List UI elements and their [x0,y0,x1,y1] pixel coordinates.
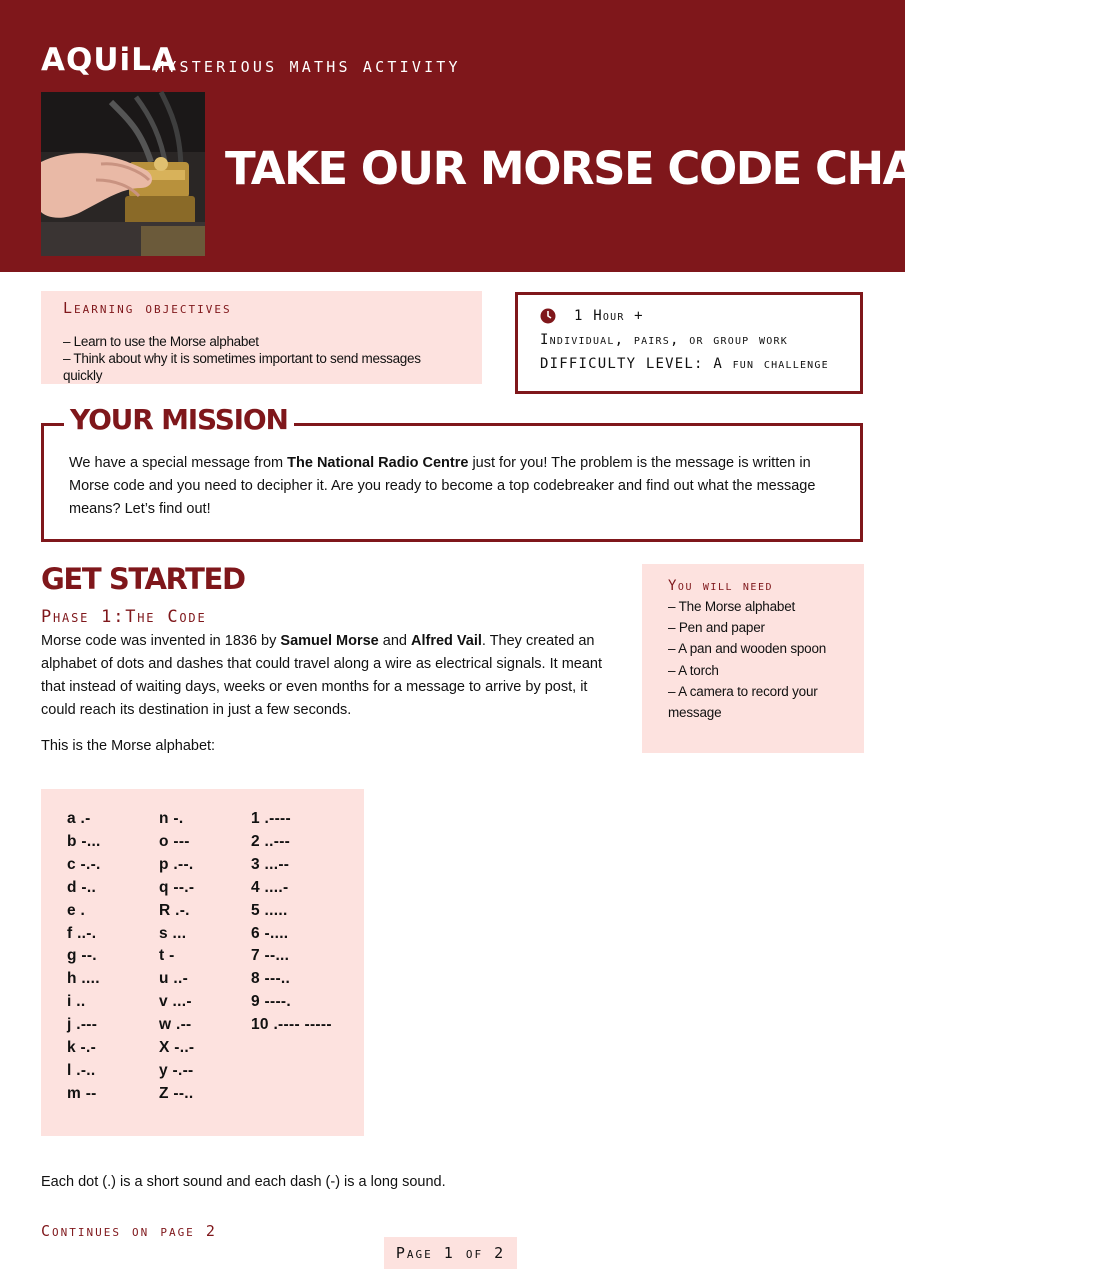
morse-key-photo [41,92,205,256]
morse-entry: i .. [67,993,86,1011]
intro-text-part: and [378,633,411,649]
mission-box [41,403,863,542]
duration-row [540,304,838,328]
morse-entry: Z --.. [159,1084,194,1102]
morse-entry: k -.- [67,1039,97,1057]
brand-subtitle: MYSTERIOUS MATHS ACTIVITY [155,58,461,76]
morse-key-illustration [41,92,205,256]
morse-entry: m -- [67,1084,97,1102]
morse-entry: 4 ....- [251,878,289,896]
get-started-heading: GET STARTED [41,562,245,596]
morse-entry: a .- [67,810,91,827]
morse-entry: s ... [159,924,187,942]
page-headline: TAKE OUR MORSE CODE CHALLENGE! [225,142,1119,195]
difficulty-text: DIFFICULTY LEVEL: A fun challenge [540,356,829,372]
morse-entry: 2 ..--- [251,832,291,850]
header-banner [0,0,1119,272]
morse-entry: 7 --... [251,947,290,965]
morse-entry: p .--. [159,855,194,873]
morse-entry: c -.-. [67,855,101,873]
page-number: Page 1 of 2 [384,1237,517,1269]
intro-text-part: . They created an alphabet of dots and dashes that could travel along a wire as electrical signals. It meant that instead of waiting days, weeks or even months for a message to arrive by post, it could reach its destination in just a few seconds. [41,633,602,718]
inventor-name: Samuel Morse [280,633,379,649]
morse-entry: R .-. [159,901,190,919]
learning-objectives-title: Learning objectives [63,299,232,317]
morse-entry: t - [159,947,175,965]
morse-entry: l .-.. [67,1061,96,1079]
morse-entry: o --- [159,832,190,850]
morse-entry: 8 ---.. [251,970,291,988]
morse-entry: g --. [67,947,97,965]
morse-entry: b -... [67,832,101,850]
you-will-need-title: You will need [668,578,773,594]
morse-entry: X -..- [159,1039,195,1057]
list-item: – The Morse alphabet [668,599,796,614]
morse-entry: 6 -.... [251,924,289,942]
morse-entry: q --.- [159,878,195,896]
morse-intro-paragraph [41,630,621,722]
morse-entry: 5 ..... [251,901,288,919]
learning-objectives-list [63,333,460,384]
mission-text-part: just for you! The problem is the message is written in Morse code and you need to decipher it. Are you ready to become a top codebreaker and find out what the message means? Let’s find out! [69,455,816,517]
alphabet-intro: This is the Morse alphabet: [41,738,216,754]
list-item: – Learn to use the Morse alphabet [63,334,259,349]
morse-entry: 10 .---- ----- [251,1016,332,1034]
alphabet-column-n-z [159,808,194,1106]
phase-heading: Phase 1:The Code [41,607,207,627]
radio-centre-name: The National Radio Centre [287,455,469,471]
morse-entry: 3 ...-- [251,855,290,873]
morse-entry: y -.-- [159,1061,194,1079]
continues-note: Continues on page 2 [41,1222,217,1240]
morse-entry: 1 .---- [251,810,291,827]
morse-entry: j .--- [67,1016,98,1034]
mission-text [69,452,836,521]
list-item: – A torch [668,662,719,678]
morse-alphabet-table [41,789,364,1136]
list-item: – Think about why it is sometimes important to send messages quickly [63,351,421,383]
dot-dash-explanation: Each dot (.) is a short sound and each dash (-) is a long sound. [41,1174,446,1190]
clock-icon [540,308,556,324]
morse-entry: w .-- [159,1016,192,1034]
inventor-name: Alfred Vail [410,633,482,649]
intro-text-part: Morse code was invented in 1836 by [41,633,281,649]
list-item: – Pen and paper [668,620,765,636]
alphabet-column-a-m [67,808,101,1106]
mission-text-part: We have a special message from [69,455,288,471]
morse-entry: f ..-. [67,924,97,942]
brand-logo: AQUiLA [41,42,177,78]
morse-entry: n -. [159,810,184,827]
morse-entry: 9 ----. [251,993,291,1011]
list-item: – A camera to record your message [668,683,818,721]
activity-info-box [515,292,863,394]
mission-title: YOUR MISSION [64,408,294,431]
list-item: – A pan and wooden spoon [668,641,827,657]
grouping-text: Individual, pairs, or group work [540,332,788,348]
morse-entry: e . [67,901,86,919]
duration-text: 1 Hour + [574,308,644,324]
learning-objectives-panel [41,291,482,384]
you-will-need-list [668,596,838,723]
morse-entry: v ...- [159,993,192,1011]
morse-entry: u ..- [159,970,189,988]
morse-entry: h .... [67,970,100,988]
you-will-need-panel [642,564,864,753]
morse-entry: d -.. [67,878,97,896]
alphabet-column-numbers [251,808,332,1037]
